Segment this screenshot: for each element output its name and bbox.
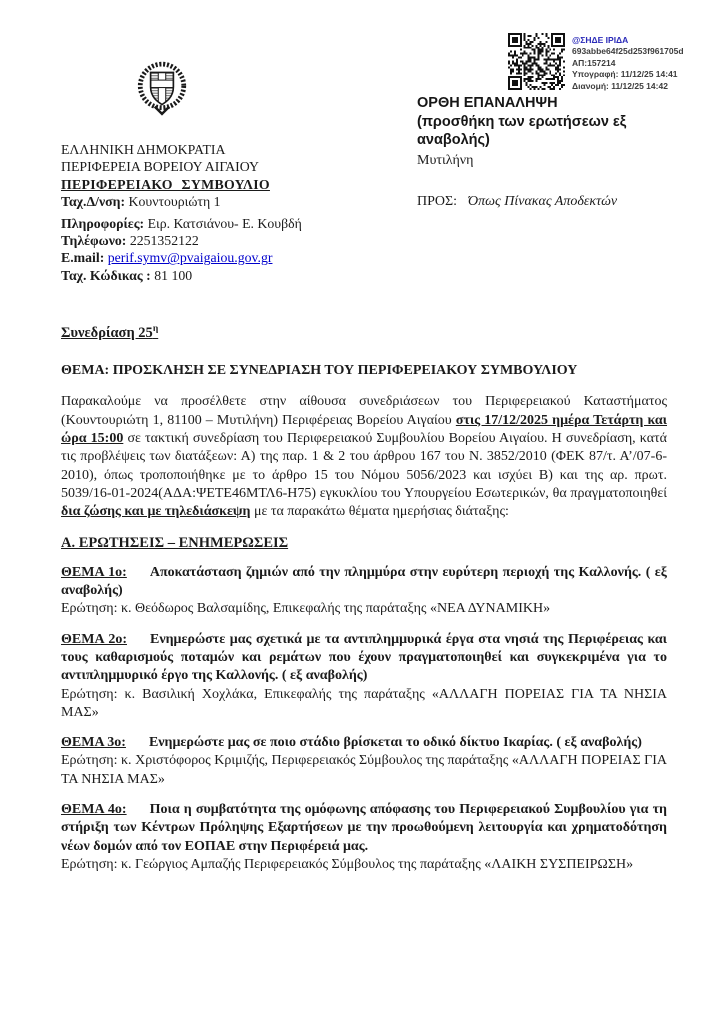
topic-number: ΘΕΜΑ 3ο:	[61, 735, 126, 751]
topic-item-3	[61, 734, 667, 789]
phone-label: Τηλέφωνο:	[61, 233, 127, 249]
meeting-mode: δια ζώσης και με τηλεδιάσκεψη	[61, 504, 251, 520]
email-label: E.mail:	[61, 250, 105, 266]
topic-number: ΘΕΜΑ 4ο:	[61, 802, 127, 818]
address-field	[61, 193, 302, 210]
paragraph-part: με τα παρακάτω θέματα ημερήσιας διάταξης:	[250, 504, 509, 520]
paragraph-part: Παρακαλούμε να προσέλθετε στην αίθουσα συνεδριάσεων του Περιφερειακού Καταστήματος (Κουντουριώτη 1, 81100 – Μυτιλήνη) Περιφέρειας Βορείου Αιγαίου	[61, 394, 667, 428]
correction-notice	[417, 94, 689, 170]
stamp-document-code: 693abbe64f25d253f961705d	[572, 46, 684, 57]
topic-item-4	[61, 801, 667, 874]
question-text: κ. Θεόδωρος Βαλσαμίδης, Επικεφαλής της παράταξης «ΝΕΑ ΔΥΝΑΜΙΚΗ»	[120, 601, 551, 617]
invitation-paragraph	[61, 393, 667, 521]
email-field	[61, 249, 302, 266]
topic-title: Ενημερώστε μας σε ποιο στάδιο βρίσκεται το οδικό δίκτυο Ικαρίας. ( εξ αναβολής)	[148, 735, 642, 751]
session-heading	[61, 320, 667, 342]
agency-letterhead	[61, 141, 302, 284]
recipient-line	[417, 194, 617, 210]
stamp-metadata	[572, 33, 684, 92]
info-field	[61, 215, 302, 232]
question-label: Ερώτηση:	[61, 601, 118, 617]
info-value: Ειρ. Κατσιάνου- Ε. Κουβδή	[147, 215, 302, 231]
question-text: κ. Γεώργιος Αμπαζής Περιφερειακός Σύμβουλος της παράταξης «ΛΑΙΚΗ ΣΥΣΠΕΙΡΩΣΗ»	[120, 856, 634, 872]
info-label: Πληροφορίες:	[61, 215, 145, 231]
question-label: Ερώτηση:	[61, 856, 118, 872]
paragraph-part: σε τακτική συνεδρίαση του Περιφερειακού Συμβουλίου Βορείου Αιγαίου. Η συνεδρίαση, κατά τις προβλέψεις των διατάξεων: Α) της παρ. 1 & 2 του άρθρου 167 του Ν. 3852/2010 (ΦΕΚ 87/τ. Α’/07-6-2010), όπως τροποποιήθηκε με το άρθρο 15 του Νόμου 5056/2023 και ισχύει Β) και της αρ. πρωτ. 5039/16-01-2024(ΑΔΑ:ΨΕΤΕ46ΜΤΛ6-Η75) εγκυκλίου του Υπουργείου Εσωτερικών, θα πραγματοποιηθεί	[61, 431, 667, 501]
topic-item-1	[61, 564, 667, 619]
issue-place: Μυτιλήνη	[417, 152, 474, 168]
question-text: κ. Χριστόφορος Κριμιζής, Περιφερειακός Σύμβουλος της παράταξης «ΑΛΛΑΓΗ ΠΟΡΕΙΑΣ ΓΙΑ ΤΑ ΝΗΣΙΑ ΜΑΣ»	[61, 753, 667, 787]
agency-council: ΠΕΡΙΦΕΡΕΙΑΚΟ ΣΥΜΒΟΥΛΙΟ	[61, 176, 270, 192]
stamp-protocol-number: ΑΠ:157214	[572, 57, 616, 68]
section-a-heading: Α. ΕΡΩΤΗΣΕΙΣ – ΕΝΗΜΕΡΩΣΕΙΣ	[61, 534, 289, 551]
address-label: Ταχ.Δ/νση:	[61, 194, 126, 210]
email-link[interactable]: perif.symv@pvaigaiou.gov.gr	[107, 250, 273, 266]
topic-title: Αποκατάσταση ζημιών από την πλημμύρα στην ευρύτερη περιοχή της Καλλονής. ( εξ αναβολής)	[61, 564, 667, 599]
subject-line: ΘΕΜΑ: ΠΡΟΣΚΛΗΣΗ ΣΕ ΣΥΝΕΔΡΙΑΣΗ ΤΟΥ ΠΕΡΙΦΕΡΕΙΑΚΟΥ ΣΥΜΒΟΥΛΙΟΥ	[61, 363, 578, 379]
topic-item-2	[61, 631, 667, 722]
agency-region: ΠΕΡΙΦΕΡΕΙΑ ΒΟΡΕΙΟΥ ΑΙΓΑΙΟΥ	[61, 159, 259, 175]
session-ordinal-suffix: η	[152, 324, 159, 334]
postal-value: 81 100	[154, 267, 193, 283]
address-value: Κουντουριώτη 1	[128, 194, 221, 210]
phone-field	[61, 232, 302, 249]
topic-number: ΘΕΜΑ 1ο:	[61, 564, 127, 580]
recipient-value: Όπως Πίνακας Αποδεκτών	[468, 194, 618, 209]
topic-number: ΘΕΜΑ 2ο:	[61, 631, 127, 647]
stamp-signature-date: Υπογραφή: 11/12/25 14:41	[572, 69, 678, 80]
question-text: κ. Βασιλική Χοχλάκα, Επικεφαλής της παράταξης «ΑΛΛΑΓΗ ΠΟΡΕΙΑΣ ΓΙΑ ΤΑ ΝΗΣΙΑ ΜΑΣ»	[61, 686, 667, 720]
document-body	[61, 320, 667, 874]
topic-title: Ποια η συμβατότητα της ομόφωνης απόφασης του Περιφερειακού Συμβουλίου για τη στήριξη των Κέντρων Πρόληψης Εξαρτήσεων με την προωθούμενη λειτουργία και χρηματοδότηση νέων δομών από τον ΕΟΠΑΕ στην Περιφέρειά μας.	[61, 802, 667, 854]
postal-label: Ταχ. Κώδικας :	[61, 267, 151, 283]
postal-field	[61, 267, 302, 284]
stamp-system-name: @ΣΗΔΕ ΙΡΙΔΑ	[572, 35, 629, 45]
correction-title: ΟΡΘΗ ΕΠΑΝΑΛΗΨΗ	[417, 95, 558, 111]
recipient-label: ΠΡΟΣ:	[417, 194, 458, 209]
question-label: Ερώτηση:	[61, 686, 118, 702]
irida-digital-stamp	[508, 33, 684, 92]
topic-title: Ενημερώστε μας σχετικά με τα αντιπλημμυρικά έργα στα νησιά της Περιφέρειας και τους καθαρισμούς ποταμών και ρεμάτων που έχουν πραγματοποιηθεί και συγκεκριμένα για το αντιπλημμυρικό έργο της Καλλονής. ( εξ αναβολής)	[61, 631, 667, 684]
meeting-datetime: στις 17/12/2025 ημέρα Τετάρτη και ώρα 15:00	[61, 412, 668, 447]
phone-value: 2251352122	[129, 233, 199, 249]
qr-code-icon	[508, 33, 565, 90]
correction-subtitle: (προσθήκη των ερωτήσεων εξ αναβολής)	[417, 113, 627, 148]
session-title: Συνεδρίαση 25	[61, 324, 153, 341]
stamp-distribution-date: Διανομή: 11/12/25 14:42	[572, 80, 668, 91]
question-label: Ερώτηση:	[61, 753, 118, 769]
greek-coat-of-arms-logo	[134, 60, 190, 118]
agency-country: ΕΛΛΗΝΙΚΗ ΔΗΜΟΚΡΑΤΙΑ	[61, 142, 226, 157]
